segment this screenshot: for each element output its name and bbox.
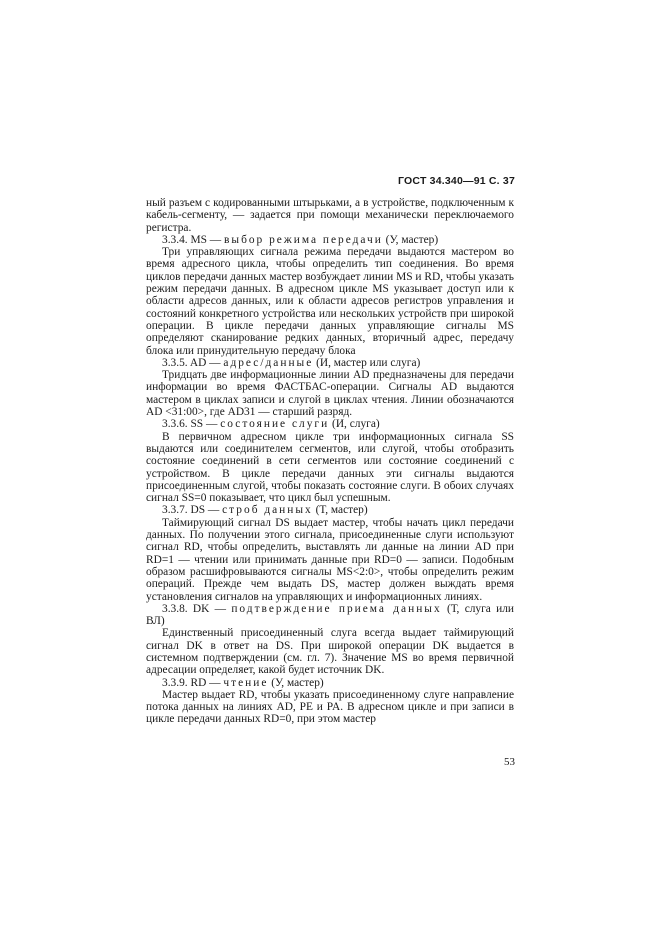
section-heading-3-3-5 <box>146 357 514 369</box>
heading-term: адрес/данные <box>223 356 314 369</box>
heading-rest: (И, слуга) <box>329 418 380 431</box>
section-heading-3-3-8 <box>146 603 514 628</box>
heading-number: 3.3.8. DK — <box>162 602 232 615</box>
heading-term: подтверждение приема данных <box>231 602 442 615</box>
heading-rest: (У, мастер) <box>268 676 324 689</box>
heading-rest: (У, мастер) <box>382 233 439 246</box>
paragraph: В первичном адресном цикле три информационных сигнала SS выдаются или соединителем сегментов, или слугой, чтобы отобразить состояние соединений в сети сегментов или состояние соединений с устройством. В цикле передачи данных эти сигналы выдаются присоединенным слугой, чтобы показать состояние слуги. В обоих случаях сигнал SS=0 показывает, что цикл был успешным. <box>146 430 514 505</box>
heading-rest: (Т, слуга или ВЛ) <box>146 602 515 628</box>
section-heading-3-3-6 <box>146 418 514 430</box>
section-heading-3-3-7 <box>146 504 514 516</box>
heading-number: 3.3.9. RD — <box>162 676 224 689</box>
heading-rest: (И, мастер или слуга) <box>313 356 421 369</box>
document-body <box>146 197 514 726</box>
paragraph: ный разъем с кодированными штырьками, а в устройстве, подключенным к кабель-сегменту, — задается при помощи механически переключаемого регистра. <box>146 197 514 234</box>
heading-term: состояние слуги <box>220 418 330 431</box>
heading-number: 3.3.6. SS — <box>162 418 221 431</box>
page-header: ГОСТ 34.340—91 С. 37 <box>398 175 515 187</box>
paragraph: Тридцать две информационные линии AD предназначены для передачи информации во время ФАСТБАС-операции. Сигналы AD выдаются мастером в циклах записи и слугой в циклах чтения. Линии обозначаются AD <31:00>, где AD31 — старший разряд. <box>146 369 514 419</box>
heading-term: чтение <box>223 676 269 689</box>
heading-number: 3.3.5. AD — <box>162 356 224 369</box>
page-number: 53 <box>504 756 515 768</box>
heading-term: строб данных <box>222 504 313 517</box>
paragraph: Мастер выдает RD, чтобы указать присоединенному слуге направление потока данных на линиях AD, PE и PA. В адресном цикле и при записи в цикле передачи данных RD=0, при этом мастер <box>146 688 514 726</box>
paragraph: Таймирующий сигнал DS выдает мастер, чтобы начать цикл передачи данных. По получении этого сигнала, присоединенные слуги используют сигнал RD, чтобы определить, выставлять ли данные на линии AD при RD=1 — чтении или принимать данные при RD=0 — записи. Подобным образом расшифровываются сигналы MS<2:0>, чтобы определить режим операций. Прежде чем выдать DS, мастер должен выждать время установления сигналов на управляющих и информационных линиях. <box>146 516 514 603</box>
section-heading-3-3-9 <box>146 677 514 689</box>
paragraph: Три управляющих сигнала режима передачи выдаются мастером во время адресного цикла, чтобы определить тип соединения. Во время циклов передачи данных мастер возбуждает линии MS и RD, чтобы указать режим передачи данных. В адресном цикле MS указывает доступ или к области адресов данных, или к области адресов регистров управления и состояний конкретного устройства или нескольких устройств при широкой операции. В цикле передачи данных управляющие сигналы MS определяют сканирование редких данных, вторичный адрес, передачу блока или принудительную передачу блока <box>146 246 514 357</box>
heading-number: 3.3.7. DS — <box>162 504 223 517</box>
section-heading-3-3-4 <box>146 234 514 246</box>
heading-term: выбор режима передачи <box>224 233 383 246</box>
paragraph: Единственный присоединенный слуга всегда выдает таймирующий сигнал DK в ответ на DS. При широкой операции DK выдается в системном подтверждении (см. гл. 7). Значение MS во время первичной адресации определяет, какой будет источник DK. <box>146 627 514 677</box>
heading-rest: (Т, мастер) <box>312 504 368 517</box>
heading-number: 3.3.4. MS — <box>162 233 225 246</box>
